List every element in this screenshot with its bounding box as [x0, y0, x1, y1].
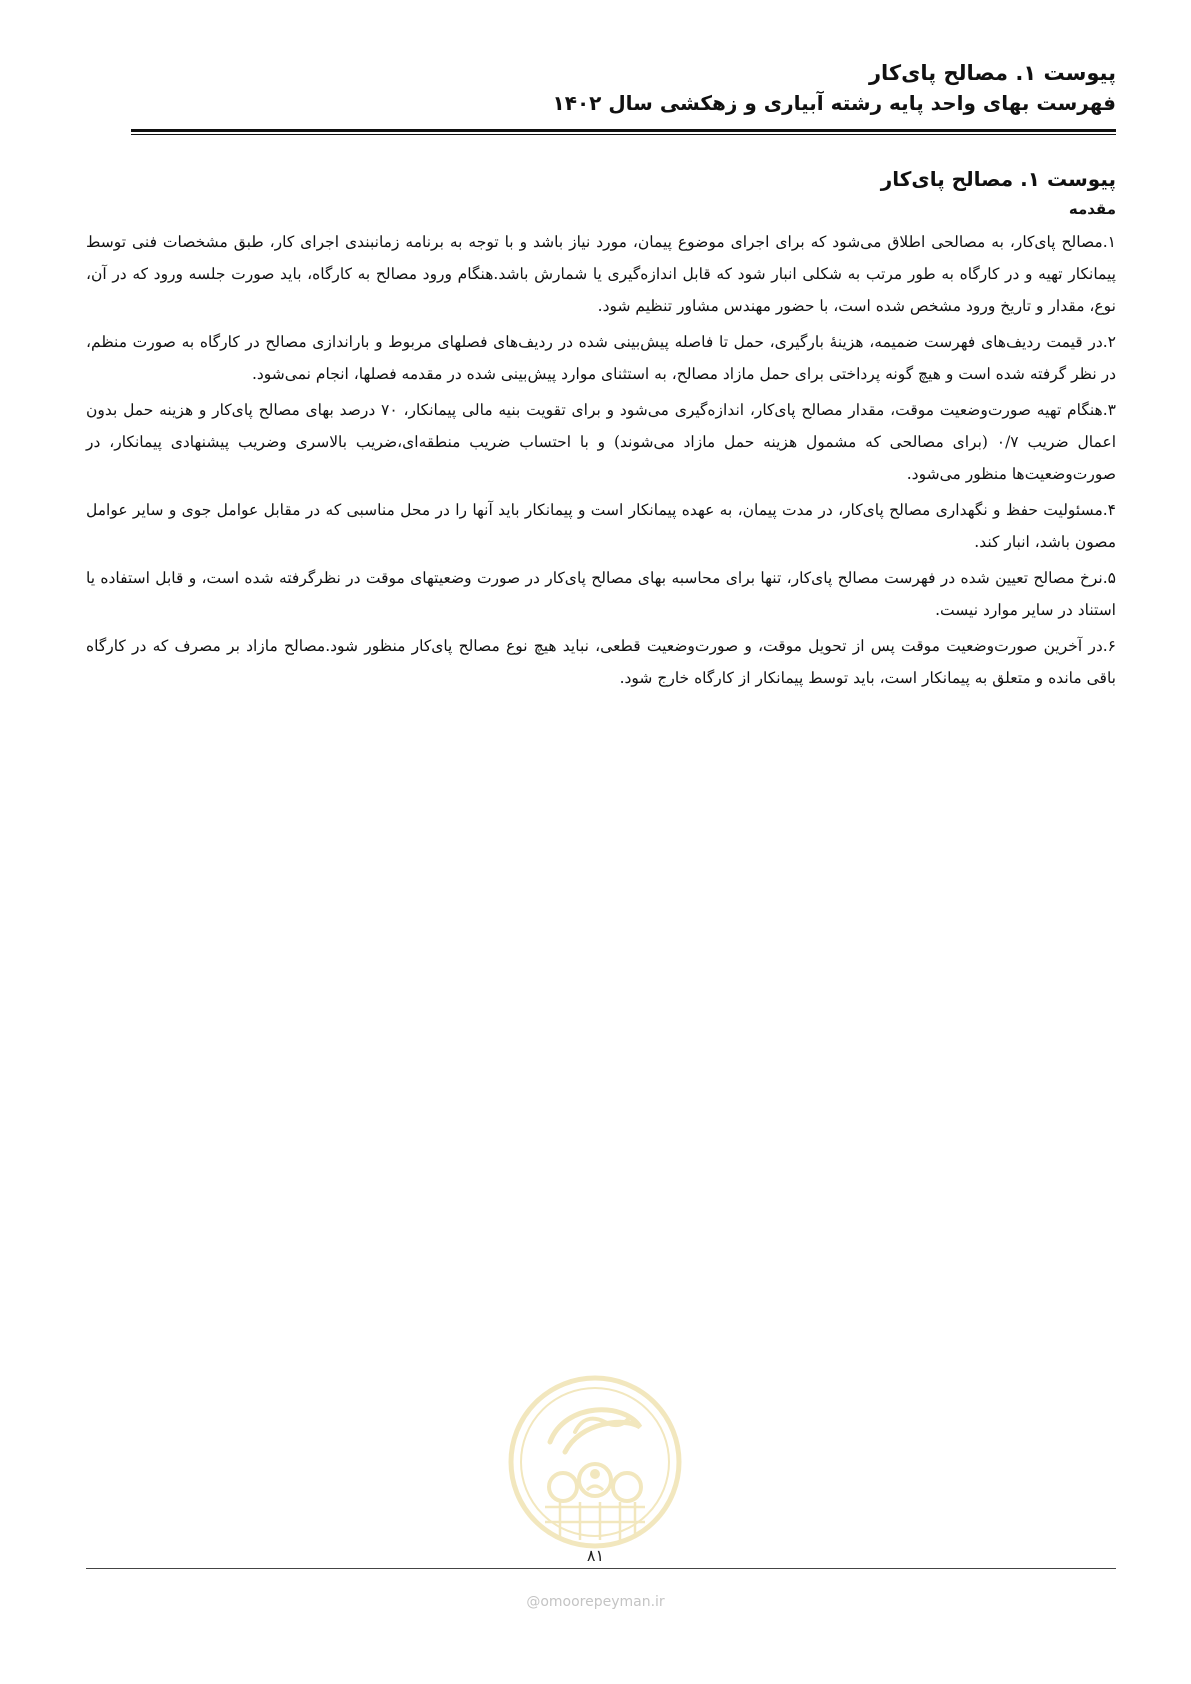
watermark-site: @omoorepeyman.ir	[526, 1594, 665, 1610]
header-appendix-title: پیوست ۱. مصالح پای‌کار	[868, 61, 1116, 85]
main-content	[86, 162, 1116, 698]
section-title: پیوست ۱. مصالح پای‌کار	[880, 167, 1116, 191]
intro-heading: مقدمه	[1068, 200, 1116, 218]
page-number: ۸۱	[586, 1546, 605, 1565]
paragraph-4: ۴.مسئولیت حفظ و نگهداری مصالح پای‌کار، در مدت پیمان، به عهده پیمانکار است و پیمانکار باید آنها را در محل مناسبی که در مقابل عوامل جوی و سایر عوامل مصون باشد، انبار کند.	[86, 501, 1116, 551]
paragraph-6: ۶.در آخرین صورت‌وضعیت موقت پس از تحویل موقت، و صورت‌وضعیت قطعی، نباید هیچ نوع مصالح پای‌کار منظور شود.مصالح مازاد بر مصرف که در کارگاه باقی مانده و متعلق به پیمانکار است، باید توسط پیمانکار از کارگاه خارج شود.	[86, 637, 1116, 687]
footer-rule	[86, 1568, 1116, 1569]
page-header	[130, 58, 1116, 118]
header-rule-thick	[131, 129, 1116, 132]
paragraph-2: ۲.در قیمت ردیف‌های فهرست ضمیمه، هزینهٔ بارگیری، حمل تا فاصله پیش‌بینی شده در ردیف‌های فصلهای مربوط و باراندازی مصالح در کارگاه به صورت منظم، در نظر گرفته شده است و هیچ گونه پرداختی برای حمل مازاد مصالح، به استثنای موارد پیش‌بینی شده در مقدمه فصلها، انجام نمی‌شود.	[86, 333, 1116, 383]
header-rule-thin	[131, 134, 1116, 135]
paragraph-3: ۳.هنگام تهیه صورت‌وضعیت موقت، مقدار مصالح پای‌کار، اندازه‌گیری می‌شود و برای تقویت بنیه مالی پیمانکار، ۷۰ درصد بهای مصالح پای‌کار و هزینه حمل بدون اعمال ضریب ۰/۷ (برای مصالحی که مشمول هزینه حمل مازاد می‌شوند) و با احتساب ضریب منطقه‌ای،ضریب بالاسری وضریب پیشنهادی پیمانکار، در صورت‌وضعیت‌ها منظور می‌شود.	[86, 401, 1117, 483]
watermark-logo-icon	[505, 1372, 685, 1552]
header-document-title: فهرست بهای واحد پایه رشته آبیاری و زهکشی سال ۱۴۰۲	[552, 91, 1116, 115]
paragraph-1: ۱.مصالح پای‌کار، به مصالحی اطلاق می‌شود که برای اجرای موضوع پیمان، مورد نیاز باشد و با توجه به برنامه زمانبندی اجرای کار، طبق مشخصات فنی توسط پیمانکار تهیه و در کارگاه به طور مرتب به شکلی انبار شود که قابل اندازه‌گیری یا شمارش باشد.هنگام ورود مصالح به کارگاه، باید صورت جلسه ورود که در آن، نوع، مقدار و تاریخ ورود مشخص شده است، با حضور مهندس مشاور تنظیم شود.	[86, 233, 1116, 315]
paragraph-5: ۵.نرخ مصالح تعیین شده در فهرست مصالح پای‌کار، تنها برای محاسبه بهای مصالح پای‌کار در صورت وضعیتهای موقت در نظرگرفته شده است، و قابل استفاده یا استناد در سایر موارد نیست.	[86, 569, 1116, 619]
